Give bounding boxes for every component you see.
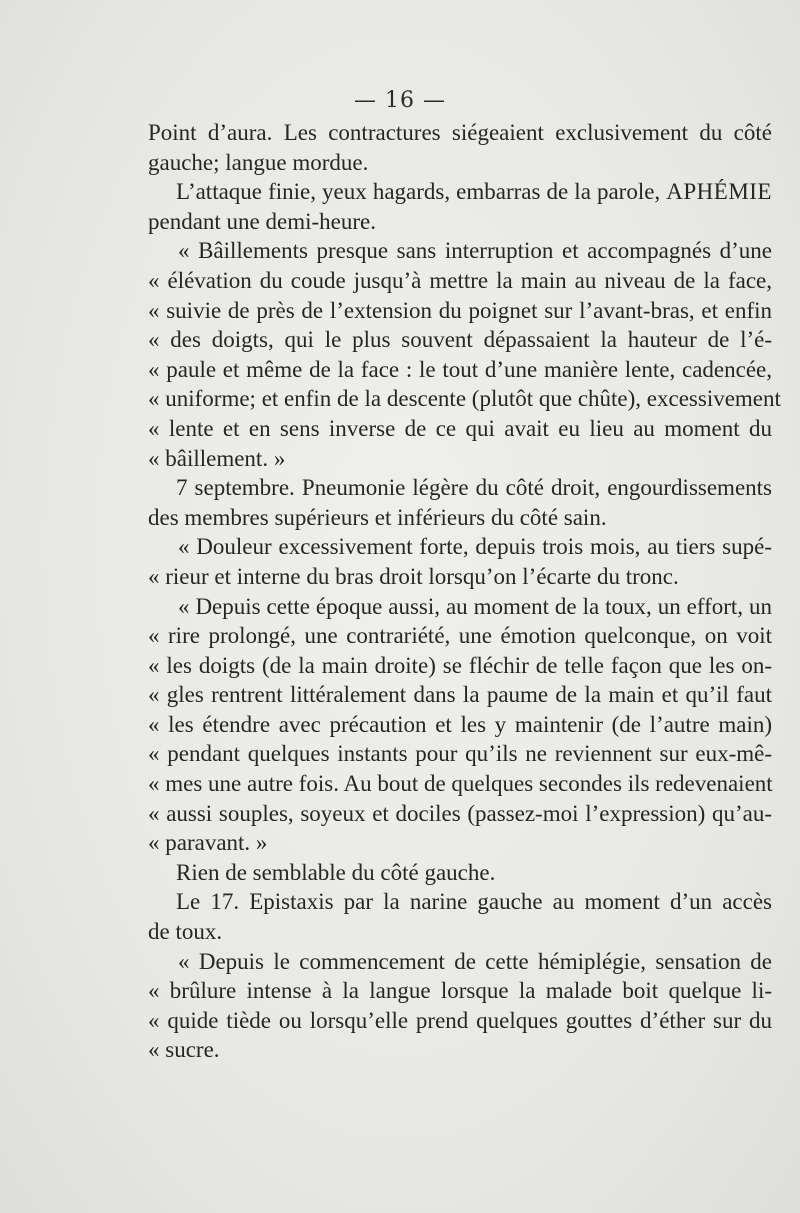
text-line: « paravant. » <box>148 830 268 856</box>
text-line: « pendant quelques instants pour qu’ils ne reviennent sur eux-mê- <box>148 741 772 767</box>
text-line: « élévation du coude jusqu’à mettre la main au niveau de la face, <box>148 267 772 293</box>
text-line: 7 septembre. Pneumonie légère du côté droit, engourdissements <box>176 475 772 501</box>
page-number: — 16 — <box>354 88 446 113</box>
text-line: « suivie de près de l’extension du poignet sur l’avant-bras, et enfin <box>148 297 772 323</box>
text-line: « Douleur excessivement forte, depuis trois mois, au tiers supé- <box>178 534 772 560</box>
text-line: « gles rentrent littéralement dans la paume de la main et qu’il faut <box>148 682 772 708</box>
text-line: « Depuis le commencement de cette hémiplégie, sensation de <box>178 948 772 974</box>
text-line: « sucre. <box>148 1037 220 1063</box>
small-caps-word: APHÉMIE <box>666 179 772 205</box>
text-fragment: L’attaque finie, yeux hagards, embarras de la parole, <box>176 179 661 205</box>
text-line: « bâillement. » <box>148 445 286 471</box>
text-line: des membres supérieurs et inférieurs du côté sain. <box>148 504 607 530</box>
text-line: de toux. <box>148 919 223 945</box>
text-line: Point d’aura. Les contractures siégeaient exclusivement du côté <box>148 120 772 145</box>
text-line: « rieur et interne du bras droit lorsqu’on l’écarte du tronc. <box>148 563 679 589</box>
text-line: « quide tiède ou lorsqu’elle prend quelques gouttes d’éther sur du <box>148 1007 772 1033</box>
text-line: « aussi souples, soyeux et dociles (passez-moi l’expression) qu’au- <box>148 800 772 826</box>
text-line: pendant une demi-heure. <box>148 208 376 234</box>
text-line: « Bâillements presque sans interruption et accompagnés d’une <box>178 238 772 264</box>
text-line <box>148 177 772 207</box>
text-line: « Depuis cette époque aussi, au moment de la toux, un effort, un <box>178 593 772 619</box>
text-line: Rien de semblable du côté gauche. <box>176 859 496 885</box>
text-line: « les doigts (de la main droite) se fléchir de telle façon que les on- <box>148 652 772 678</box>
body-text <box>148 118 781 1065</box>
text-line: « brûlure intense à la langue lorsque la malade boit quelque li- <box>148 978 772 1004</box>
text-line: Le 17. Epistaxis par la narine gauche au moment d’un accès <box>176 889 772 915</box>
text-line: « rire prolongé, une contrariété, une émotion quelconque, on voit <box>148 623 772 649</box>
text-line: « des doigts, qui le plus souvent dépassaient la hauteur de l’é- <box>148 327 772 353</box>
text-line: « mes une autre fois. Au bout de quelques secondes ils redevenaient <box>148 771 773 797</box>
text-line: « les étendre avec précaution et les y maintenir (de l’autre main) <box>148 711 772 737</box>
text-line: « lente et en sens inverse de ce qui avait eu lieu au moment du <box>148 415 772 441</box>
text-line: « paule et même de la face : le tout d’une manière lente, cadencée, <box>148 356 772 382</box>
text-line: « uniforme; et enfin de la descente (plutôt que chûte), excessivement <box>148 386 781 412</box>
text-line: gauche; langue mordue. <box>148 149 369 175</box>
